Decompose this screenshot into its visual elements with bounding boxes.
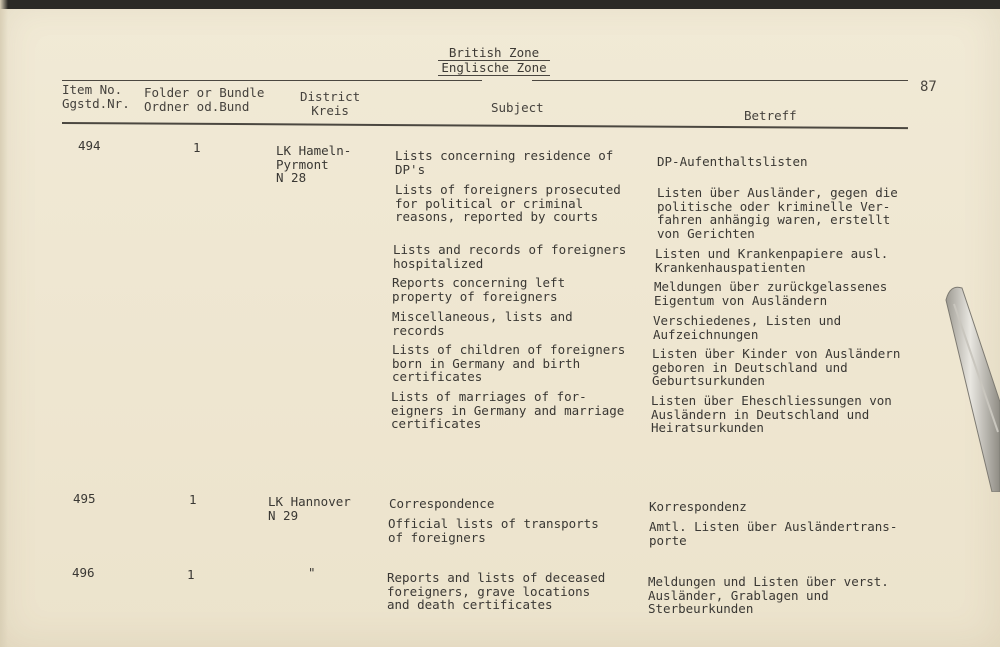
header-subject: Subject [491,100,544,115]
subject-entry: Lists of children of foreigners born in Germany and birth certificates [392,342,626,384]
subject-entry: Correspondence [389,496,495,511]
betreff-entry: DP-Aufenthaltslisten [657,154,808,169]
betreff-entry: Amtl. Listen über Ausländertrans- porte [649,519,898,548]
subject-entry: Lists of foreigners prosecuted for political or criminal reasons, reported by courts [395,182,621,224]
header-betreff: Betreff [744,108,797,123]
item-number: 494 [78,138,101,153]
betreff-entry: Listen über Eheschliessungen von Ausländern in Deutschland und Heiratsurkunden [651,393,892,435]
district-ditto-mark: " [308,565,316,580]
betreff-entry: Listen über Ausländer, gegen die politische oder kriminelle Ver- fahren anhängig waren, erstellt von Gerichten [657,185,898,241]
header-item-no: Item No. Ggstd.Nr. [62,82,130,111]
zone-title [438,46,550,76]
subject-entry: Lists and records of foreigners hospitalized [393,242,627,271]
folder-number: 1 [189,492,197,507]
betreff-entry: Listen und Krankenpapiere ausl. Krankenhauspatienten [655,246,889,275]
header-folder: Folder or Bundle Ordner od.Bund [144,85,265,114]
zone-title-english: British Zone [438,46,550,61]
page-number: 87 [920,79,937,95]
betreff-entry: Verschiedenes, Listen und Aufzeichnungen [653,313,842,342]
betreff-entry: Meldungen über zurückgelassenes Eigentum von Ausländern [654,279,888,308]
district: LK Hameln- Pyrmont N 28 [276,143,352,185]
folder-number: 1 [187,567,195,582]
subject-entry: Lists concerning residence of DP's [395,148,614,177]
subject-entry: Official lists of transports of foreigners [388,516,599,545]
subject-entry: Lists of marriages of for- eigners in Germany and marriage certificates [391,389,625,431]
page-edge-shadow [0,0,8,647]
subject-entry: Reports and lists of deceased foreigners, grave locations and death certificates [387,570,606,612]
item-number: 495 [73,491,96,506]
header-district: District Kreis [300,89,361,118]
subject-entry: Reports concerning left property of foreigners [392,275,566,304]
scan-border [0,0,1000,9]
subject-entry: Miscellaneous, lists and records [392,309,573,338]
header-bottom-rule [62,122,908,129]
betreff-entry: Listen über Kinder von Ausländern geboren in Deutschland und Geburtsurkunden [652,346,901,388]
folder-number: 1 [193,140,201,155]
header-top-rule [62,80,908,81]
betreff-entry: Korrespondenz [649,499,747,514]
betreff-entry: Meldungen und Listen über verst. Ausländer, Grablagen und Sterbeurkunden [648,574,889,616]
item-number: 496 [72,565,95,580]
tweezer-image [940,282,1000,492]
zone-title-german: Englische Zone [438,61,550,76]
district: LK Hannover N 29 [268,494,351,523]
